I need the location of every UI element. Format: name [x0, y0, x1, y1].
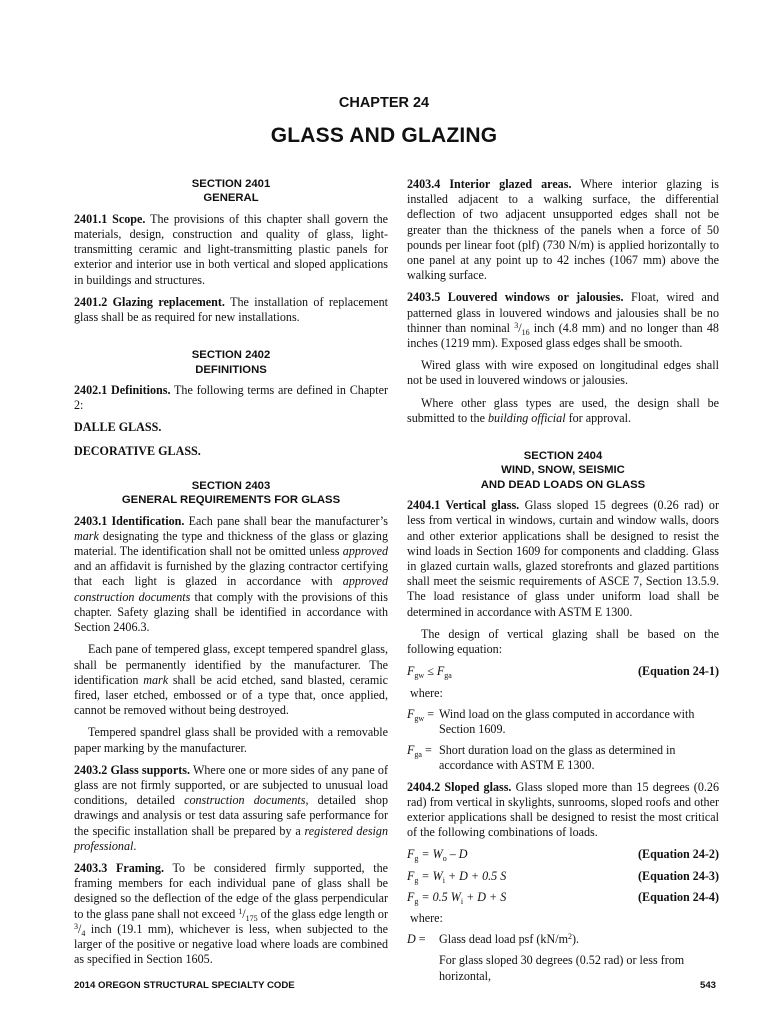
- fraction-denominator: 4: [81, 928, 86, 938]
- chapter-number: CHAPTER 24: [338, 95, 430, 111]
- text-run: .: [133, 838, 137, 853]
- equation-body: [407, 890, 506, 905]
- paragraph-tempered-glass: [74, 642, 388, 718]
- text-run: that comply with the provisions of this chapter. Safety glazing shall be identified in accordance with Section 2406.3.: [74, 589, 388, 635]
- paragraph-2404-1: [407, 498, 719, 620]
- paragraph-text: Where interior glazing is installed adjacent to a walking surface, the differential deflection of two adjacent unsupported edges shall not be greater than the thickness of the panels when a force of 50 pounds per linear foot (plf) (730 N/m) is applied horizontally to one panel at any point up to 42 inches (1067 mm) above the walking surface.: [407, 177, 719, 283]
- paragraph-text: The installation of replacement glass shall be as required for new installations.: [74, 294, 388, 325]
- section-title: WIND, SNOW, SEISMIC: [501, 464, 625, 477]
- subscript: i: [460, 896, 464, 906]
- subscript: g: [414, 875, 419, 885]
- section-number: SECTION 2403: [191, 479, 271, 492]
- paragraph-heading: 2403.5 Louvered windows or jalousies.: [407, 290, 624, 305]
- symbol: + D + 0.5 S: [444, 868, 507, 883]
- definition-symbol: [407, 707, 439, 737]
- symbol: = W: [418, 847, 443, 862]
- text-run: shall be acid etched, sand blasted, ceramic fired, laser etched, embossed or of a type that, once applied, cannot be removed without being destroyed.: [74, 672, 388, 718]
- definition-term-dalle-glass: DALLE GLASS.: [74, 420, 162, 435]
- paragraph-2402-1: [74, 383, 388, 413]
- symbol: = 0.5 W: [418, 889, 461, 904]
- section-heading-2401: [74, 177, 388, 206]
- paragraph-text: The following terms are defined in Chapter 2:: [74, 383, 388, 413]
- section-number: SECTION 2404: [523, 450, 603, 463]
- text-run: and an affidavit is furnished by the glazing contractor certifying that each light is glazed in accordance with: [74, 559, 388, 589]
- paragraph-2403-5: 2403.5 Louvered windows or jalousies. Float, wired and patterned glass in louvered windows and jalousies shall be no thinner than nominal $^3/_{16}$ inch (4.8 mm) and no longer than 48 inches (1219 mm). Exposed glass edges shall be smooth.: [407, 290, 720, 351]
- section-heading-2404: [407, 449, 719, 492]
- section-title: DEFINITIONS: [195, 363, 267, 376]
- symbol: – D: [446, 847, 468, 862]
- subscript: i: [442, 875, 445, 885]
- section-number: SECTION 2402: [191, 349, 271, 362]
- definition-text: Wind load on the glass computed in accordance with Section 1609.: [439, 706, 695, 736]
- paragraph-heading: 2403.2 Glass supports.: [74, 762, 190, 777]
- definition-d-subtext: For glass sloped 30 degrees (0.52 rad) or less from horizontal,: [439, 953, 685, 983]
- paragraph-text: Glass sloped 15 degrees (0.26 rad) or less from vertical in windows, curtain and window walls, doors and other exterior applications shall be designed to resist the wind loads in Section 1609 for components and cladding. Glass in glazed curtain walls, glazed storefronts and glazed partitions shall meet the seismic requirements of ASCE 7, Section 13.5.9. The load resistance of glass under uniform load shall be determined in accordance with ASTM E 1300.: [407, 498, 720, 619]
- paragraph-heading: 2404.1 Vertical glass.: [407, 498, 520, 513]
- fraction-numerator: 1: [238, 906, 243, 916]
- section-title: GENERAL: [203, 192, 259, 205]
- subscript: g: [414, 896, 419, 906]
- equation-24-1: [407, 664, 719, 679]
- section-title-line2: AND DEAD LOADS ON GLASS: [480, 478, 646, 491]
- subscript: ga: [444, 671, 452, 681]
- paragraph-heading: 2403.1 Identification.: [74, 513, 185, 528]
- subscript: g: [414, 854, 419, 864]
- subscript: gw: [414, 671, 425, 681]
- symbol: ≤ F: [424, 664, 445, 679]
- text-run: inch (19.1 mm), whichever is less, when subjected to the larger of the positive or negative load where loads are combined as specified in Section 1605.: [74, 921, 388, 967]
- paragraph-heading: 2404.2 Sloped glass.: [407, 779, 512, 794]
- subscript: gw: [414, 713, 425, 723]
- symbol: F: [407, 868, 415, 883]
- text-run: , detailed shop drawings and analysis or test data assuring safe performance for the specific installation shall be prepared by a: [74, 793, 388, 838]
- definition-term-decorative-glass: DECORATIVE GLASS.: [74, 443, 201, 458]
- defined-term: building official: [487, 410, 566, 425]
- right-column: [407, 177, 719, 988]
- text-run: Float, wired and patterned glass in louvered windows and jalousies shall be no thinner than nominal: [407, 290, 720, 335]
- paragraph-2403-4: [407, 177, 719, 283]
- defined-term: mark: [74, 528, 99, 543]
- paragraph-2404-2: [407, 780, 719, 841]
- subscript: ga: [414, 750, 422, 760]
- text-run: inch (4.8 mm) and no longer than 48 inches (1219 mm). Exposed glass edges shall be smooth.: [407, 320, 719, 351]
- paragraph-2403-3: 2403.3 Framing. To be considered firmly supported, the framing members for each individual pane of glass shall be designed so the deflection of the edge of the glass perpendicular to the glass pane shall not exceed $^1/_{175}$ of the glass edge length or $^3/_4$ inch (19.1 mm), whichever is less, when subjected to the larger of the positive or negative load where loads are combined as specified in Section 1605.: [74, 860, 388, 967]
- defined-term: construction documents: [184, 793, 306, 808]
- definition-d: [407, 932, 719, 947]
- definition-symbol: [407, 743, 439, 773]
- symbol: F: [407, 743, 415, 758]
- paragraph-2403-1: [74, 514, 388, 636]
- definition-text: [439, 932, 719, 947]
- equation-24-3: [407, 869, 719, 884]
- footer-code-title: 2014 OREGON STRUCTURAL SPECIALTY CODE: [74, 980, 295, 991]
- paragraph-heading: 2403.3 Framing.: [74, 860, 164, 875]
- text-run: for approval.: [565, 410, 632, 425]
- equation-label: (Equation 24-1): [638, 664, 719, 679]
- fraction-numerator: 3: [74, 921, 78, 931]
- equation-label: (Equation 24-4): [638, 889, 719, 904]
- where-label: where:: [410, 685, 443, 700]
- symbol: F: [407, 664, 415, 679]
- paragraph-tempered-spandrel: Tempered spandrel glass shall be provided with a removable paper marking by the manufacturer.: [74, 725, 388, 755]
- text-run: of the glass edge length or: [257, 906, 388, 921]
- equation-body: [407, 664, 452, 679]
- defined-term: registered design professional: [74, 823, 388, 853]
- symbol: F: [407, 706, 415, 721]
- paragraph-2401-2: [74, 295, 388, 325]
- paragraph-text: The provisions of this chapter shall govern the materials, design, construction and quality of glass, light-transmitting ceramic and light-transmitting plastic panels for exterior and interior use in both vertical and sloped applications in buildings and structures.: [74, 211, 389, 287]
- text-run: Glass dead load psf (kN/m: [439, 932, 568, 947]
- section-title: GENERAL REQUIREMENTS FOR GLASS: [121, 494, 341, 507]
- text-run: To be considered firmly supported, the framing members for each individual pane of glass shall be designed so the deflection of the edge of the glass perpendicular to the glass pane shall not exceed: [74, 860, 388, 921]
- paragraph-wired-glass: Wired glass with wire exposed on longitudinal edges shall not be used in louvered windows or jalousies.: [407, 358, 719, 388]
- text-run: Where one or more sides of any pane of glass are not firmly supported, or are subjected to unusual load conditions, detailed: [74, 762, 388, 808]
- fraction-denominator: 175: [245, 913, 258, 923]
- equals: =: [418, 932, 426, 947]
- text-run: ).: [571, 932, 580, 947]
- definition-fga: [407, 743, 719, 773]
- definition-fgw: [407, 707, 719, 737]
- paragraph-heading: 2403.4 Interior glazed areas.: [407, 177, 572, 191]
- text-run: designating the type and thickness of the glass or glazing material. The identification shall not be omitted unless: [74, 528, 388, 559]
- paragraph-heading: 2402.1 Definitions.: [74, 383, 171, 398]
- left-column: [74, 177, 388, 974]
- defined-term: approved construction documents: [74, 574, 388, 604]
- section-heading-2403: [74, 479, 388, 508]
- symbol: F: [407, 847, 415, 862]
- paragraph-vertical-design: The design of vertical glazing shall be based on the following equation:: [407, 626, 719, 657]
- paragraph-heading: 2401.2 Glazing replacement.: [74, 294, 225, 309]
- defined-term: approved: [342, 544, 388, 559]
- defined-term: mark: [143, 672, 169, 687]
- symbol: D: [407, 932, 416, 947]
- text-run: Each pane of tempered glass, except tempered spandrel glass, shall be permanently identified by the manufacturer. The identification: [74, 642, 388, 687]
- equation-body: [407, 869, 506, 884]
- fraction-numerator: 3: [514, 320, 519, 330]
- equation-label: (Equation 24-2): [638, 847, 719, 862]
- subscript: o: [442, 854, 447, 864]
- text-run: Each pane shall bear the manufacturer’s: [184, 513, 389, 528]
- text-run: Where other glass types are used, the design shall be submitted to the: [407, 395, 719, 425]
- definition-text: Short duration load on the glass as determined in accordance with ASTM E 1300.: [439, 743, 676, 773]
- equals: =: [424, 706, 435, 721]
- paragraph-heading: 2401.1 Scope.: [74, 211, 146, 226]
- section-number: SECTION 2401: [191, 178, 271, 190]
- symbol: F: [407, 889, 415, 904]
- paragraph-2401-1: [74, 212, 388, 288]
- paragraph-text: Glass sloped more than 15 degrees (0.26 rad) from vertical in skylights, sunrooms, sloped roofs and other exterior applications shall be designed to resist the most critical of the following combinations of loads.: [407, 779, 719, 840]
- section-heading-2402: [74, 348, 388, 377]
- fraction-denominator: 16: [521, 327, 530, 337]
- page-number: 543: [699, 980, 716, 991]
- equation-label: (Equation 24-3): [638, 868, 719, 883]
- equals: =: [421, 743, 432, 758]
- paragraph-2403-2: [74, 763, 388, 854]
- chapter-title: GLASS AND GLAZING: [270, 124, 498, 147]
- definition-symbol: [407, 932, 439, 947]
- symbol: = W: [418, 868, 443, 883]
- where-label: where:: [410, 910, 443, 925]
- equation-24-4: [407, 890, 719, 905]
- equation-24-2: [407, 847, 719, 862]
- symbol: + D + S: [463, 889, 507, 904]
- superscript: 2: [567, 932, 572, 942]
- equation-body: [407, 847, 468, 862]
- paragraph-other-glass: [407, 396, 719, 426]
